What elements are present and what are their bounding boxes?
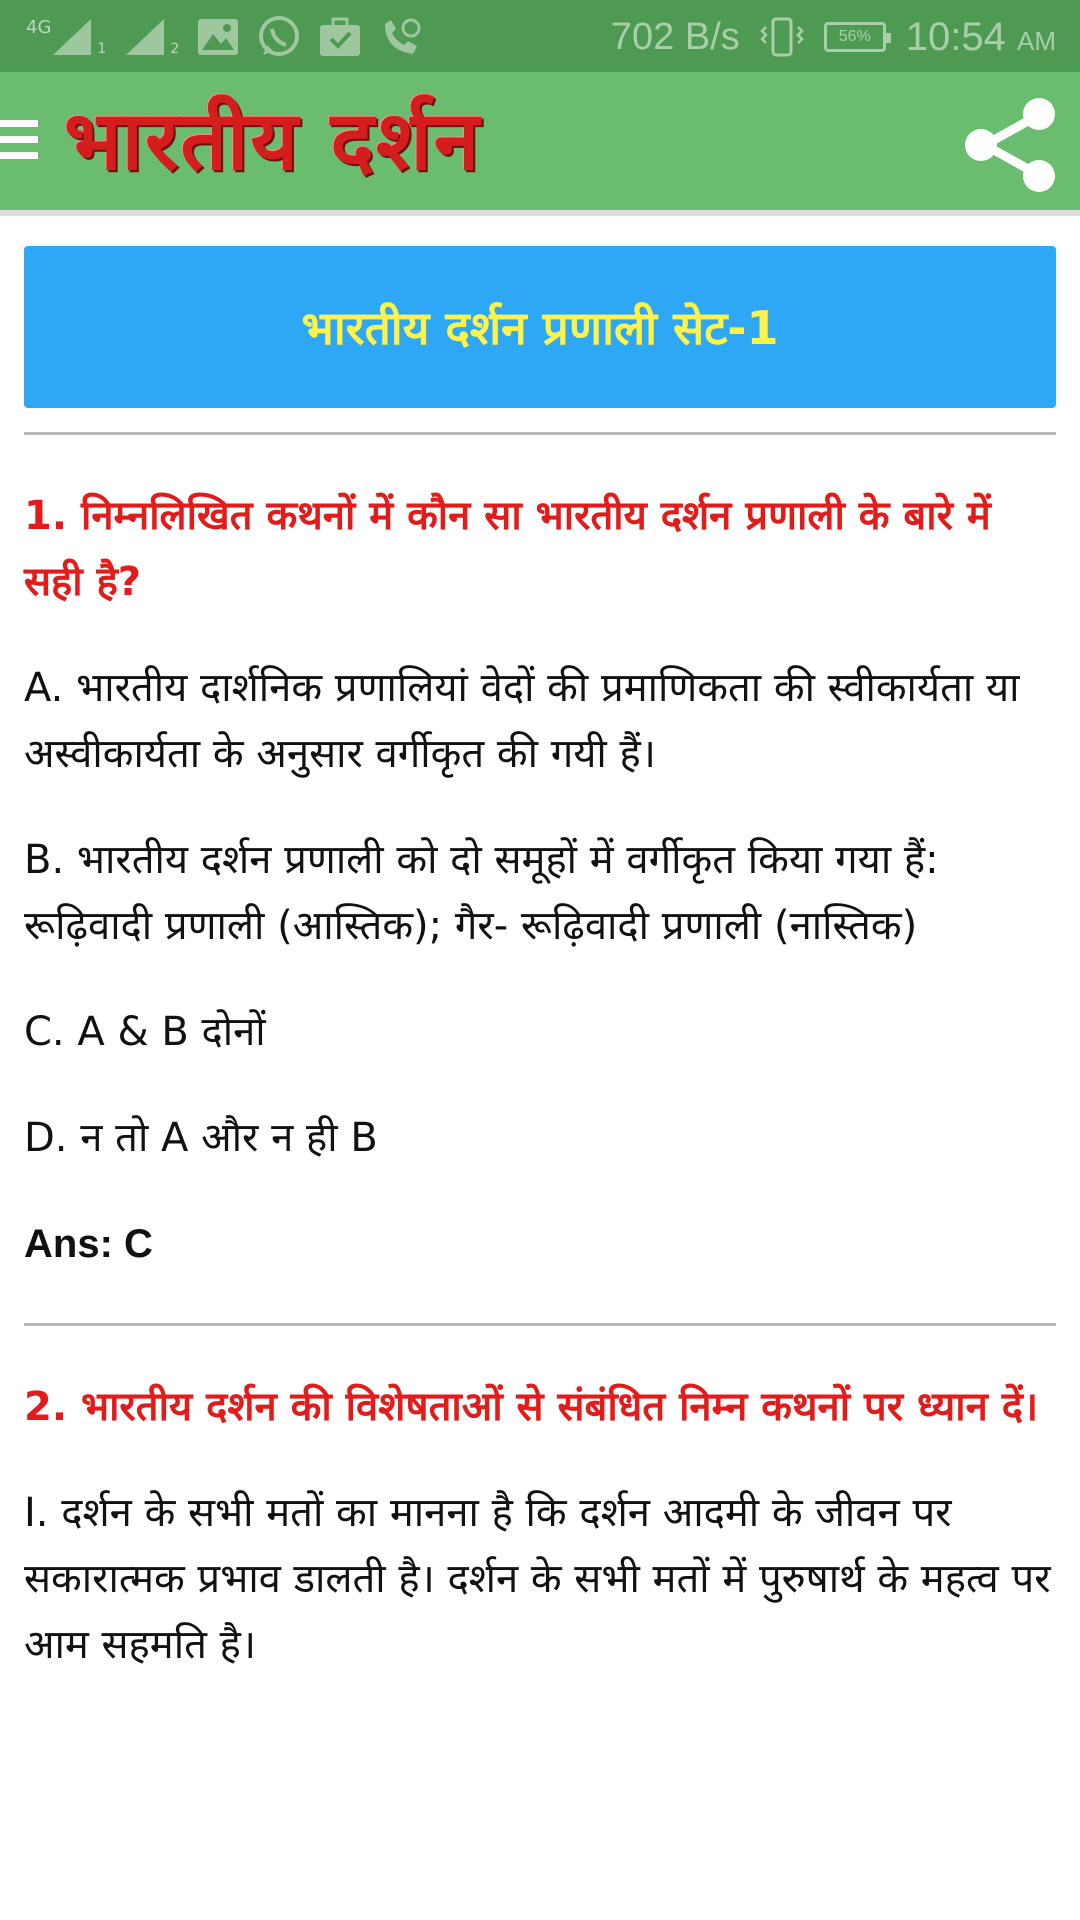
set-title: भारतीय दर्शन प्रणाली सेट-1 — [301, 301, 779, 355]
set-banner[interactable] — [24, 246, 1056, 408]
question-text: 1. निम्नलिखित कथनों में कौन सा भारतीय दर्शन प्रणाली के बारे में सही है? — [24, 493, 991, 605]
clock-ampm: AM — [1017, 25, 1056, 56]
clock-time: 10:54 — [905, 14, 1006, 59]
gallery-icon — [197, 18, 239, 56]
divider — [24, 432, 1056, 435]
app-title: भारतीय दर्शन — [64, 93, 482, 189]
option-d: D. न तो A और न ही B — [24, 1115, 378, 1161]
menu-icon[interactable] — [0, 120, 38, 170]
divider — [24, 1323, 1056, 1326]
status-bar — [0, 0, 1080, 72]
option-b: B. भारतीय दर्शन प्रणाली को दो समूहों में वर्गीकृत किया गया हैं: रूढ़िवादी प्रणाली (आस्तिक); गैर- रूढ़िवादी प्रणाली (नास्तिक) — [24, 837, 939, 949]
main-content — [24, 246, 1056, 1678]
option-c: C. A & B दोनों — [24, 1009, 266, 1055]
question-text: 2. भारतीय दर्शन की विशेषताओं से संबंधित निम्न कथनों पर ध्यान दें। — [24, 1384, 1039, 1430]
whatsapp-icon — [257, 15, 301, 59]
battery-icon — [824, 22, 886, 52]
signal-sim1-icon — [51, 17, 97, 57]
question-block-1 — [24, 483, 1056, 1277]
battery-level: 56% — [838, 28, 871, 45]
network-type-label: 4G — [26, 16, 52, 38]
vibrate-icon — [760, 15, 804, 59]
sim2-label: 2 — [170, 41, 180, 57]
status-right-icons — [611, 12, 1056, 62]
clock — [906, 15, 1056, 60]
app-bar — [0, 72, 1080, 216]
missed-call-icon — [379, 16, 423, 58]
share-icon[interactable] — [955, 90, 1065, 200]
network-speed: 702 B/s — [610, 15, 740, 58]
option-a: A. भारतीय दार्शनिक प्रणालियां वेदों की प्रमाणिकता की स्वीकार्यता या अस्वीकार्यता के अनुसार वर्गीकृत की गयी हैं। — [24, 665, 1020, 777]
signal-sim2 — [124, 17, 179, 57]
option-i: I. दर्शन के सभी मतों का मानना है कि दर्शन आदमी के जीवन पर सकारात्मक प्रभाव डालती है। दर्शन के सभी मतों में पुरुषार्थ के महत्व पर आम सहमति है। — [24, 1490, 1051, 1668]
status-left-icons — [26, 12, 423, 62]
sim1-label: 1 — [97, 41, 107, 57]
answer-text: Ans: C — [24, 1222, 153, 1266]
signal-sim2-icon — [124, 17, 170, 57]
network-type — [26, 17, 106, 57]
question-block-2 — [24, 1374, 1056, 1678]
briefcase-check-icon — [319, 17, 361, 57]
